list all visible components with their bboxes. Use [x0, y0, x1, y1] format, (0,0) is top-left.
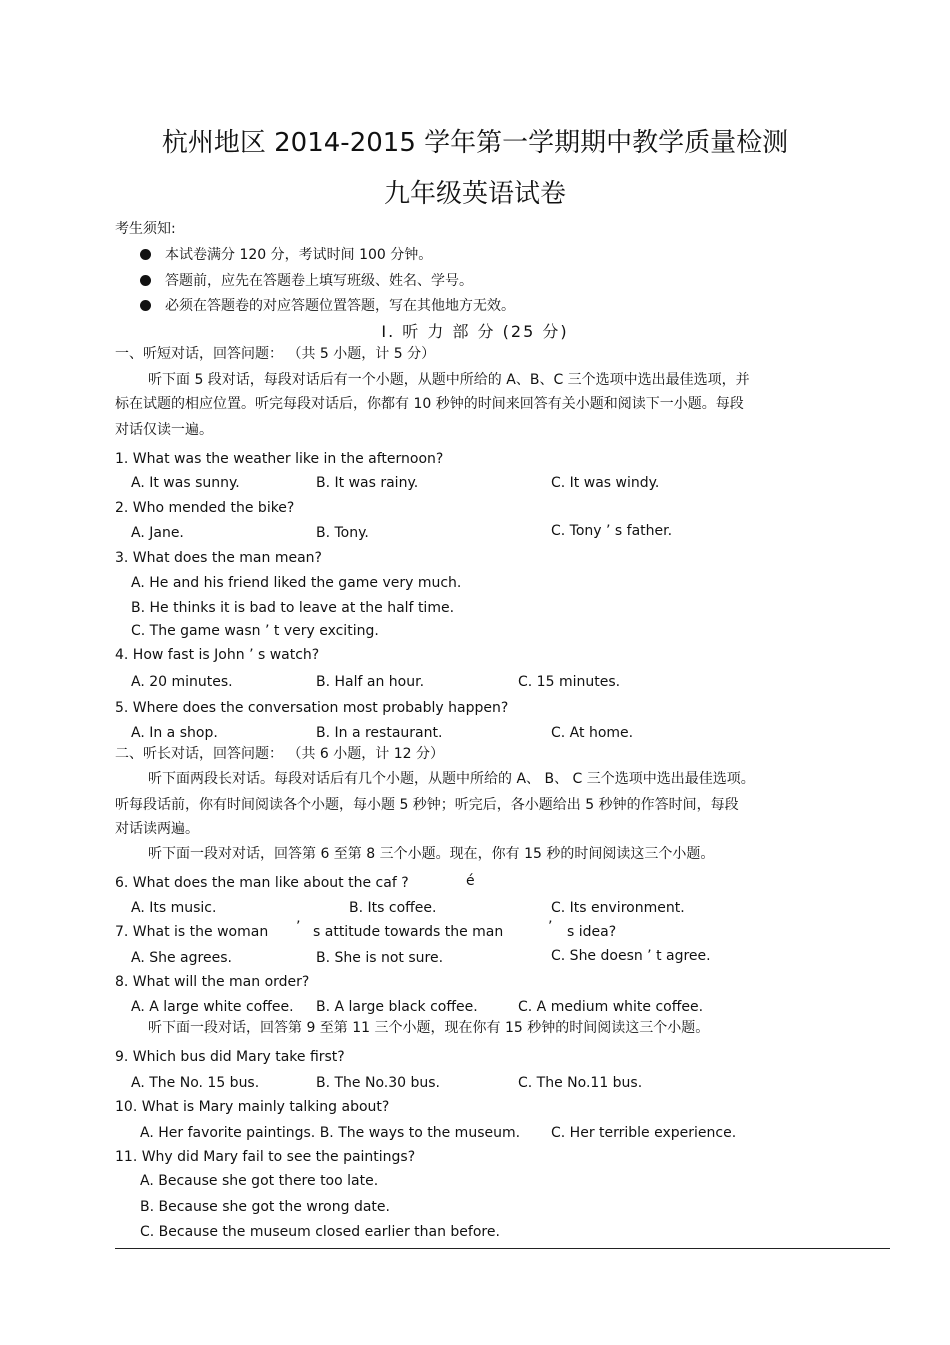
option-b: B. In a restaurant.	[316, 725, 443, 741]
bullet-icon	[140, 249, 151, 260]
instruction-text: 对话仅读一遍。	[115, 422, 213, 438]
option-c: C. Because the museum closed earlier than before.	[140, 1224, 500, 1240]
notice-item: 本试卷满分 120 分，考试时间 100 分钟。	[165, 247, 433, 263]
page-divider	[115, 1248, 890, 1249]
option-b: B. The No.30 bus.	[316, 1075, 441, 1091]
exam-title: 杭州地区 2014-2015 学年第一学期期中教学质量检测	[161, 128, 789, 158]
bullet-icon	[140, 275, 151, 286]
option-b: B. She is not sure.	[316, 950, 444, 966]
option-b: B. A large black coffee.	[316, 999, 478, 1015]
question-stem: s idea?	[567, 924, 617, 940]
bullet-icon	[140, 300, 151, 311]
option-c: C. The game wasn ’ t very exciting.	[131, 623, 379, 639]
part-heading: 二、听长对话，回答问题： （共 6 小题，计 12 分）	[115, 746, 444, 762]
instruction-text: 对话读两遍。	[115, 821, 199, 837]
instruction-text: 标在试题的相应位置。听完每段对话后，你都有 10 秒钟的时间来回答有关小题和阅读下一小题。每段	[115, 396, 744, 412]
question-stem: 7. What is the woman	[115, 924, 269, 940]
option-c: C. 15 minutes.	[518, 674, 621, 690]
question-stem: 6. What does the man like about the caf ?	[115, 875, 409, 891]
question-stem: 8. What will the man order?	[115, 974, 310, 990]
question-stem: 10. What is Mary mainly talking about?	[115, 1099, 390, 1115]
question-stem: 9. Which bus did Mary take first?	[115, 1049, 345, 1065]
accent-mark: é	[466, 873, 475, 889]
option-c: C. Her terrible experience.	[551, 1125, 737, 1141]
option-b: B. It was rainy.	[316, 475, 419, 491]
question-stem: 5. Where does the conversation most probably happen?	[115, 700, 509, 716]
notice-item: 答题前，应先在答题卷上填写班级、姓名、学号。	[165, 273, 473, 289]
section-heading: Ⅰ. 听 力 部 分 (25 分)	[381, 322, 569, 341]
option-a: A. He and his friend liked the game very much.	[131, 575, 462, 591]
question-stem: 4. How fast is John ’ s watch?	[115, 647, 320, 663]
option-c: C. She doesn ’ t agree.	[551, 948, 711, 964]
option-a: A. She agrees.	[131, 950, 232, 966]
option-c: C. A medium white coffee.	[518, 999, 704, 1015]
question-stem: 11. Why did Mary fail to see the paintings?	[115, 1149, 416, 1165]
option-b: B. Its coffee.	[349, 900, 437, 916]
instruction-text: 听每段话前，你有时间阅读各个小题，每小题 5 秒钟；听完后，各小题给出 5 秒钟的作答时间，每段	[115, 797, 739, 813]
apostrophe-mark: ’	[296, 919, 301, 935]
question-stem: s attitude towards the man	[313, 924, 504, 940]
option-c: C. Its environment.	[551, 900, 685, 916]
notice-item: 必须在答题卷的对应答题位置答题，写在其他地方无效。	[165, 298, 515, 314]
option-a: A. Jane.	[131, 525, 184, 541]
exam-subtitle: 九年级英语试卷	[383, 179, 566, 209]
option-a: A. Its music.	[131, 900, 217, 916]
question-stem: 3. What does the man mean?	[115, 550, 322, 566]
option-c: C. The No.11 bus.	[518, 1075, 643, 1091]
option-b: B. Tony.	[316, 525, 369, 541]
instruction-text: 听下面 5 段对话，每段对话后有一个小题，从题中所给的 A、B、C 三个选项中选出最佳选项，并	[148, 372, 750, 388]
option-a: A. Because she got there too late.	[140, 1173, 379, 1189]
option-ab: A. Her favorite paintings. B. The ways to the museum.	[140, 1125, 521, 1141]
option-a: A. 20 minutes.	[131, 674, 233, 690]
notice-heading: 考生须知:	[115, 221, 176, 237]
instruction-text: 听下面一段对话，回答第 9 至第 11 三个小题，现在你有 15 秒钟的时间阅读这三个小题。	[148, 1020, 710, 1036]
question-stem: 2. Who mended the bike?	[115, 500, 295, 516]
option-c: C. At home.	[551, 725, 634, 741]
option-c: C. Tony ’ s father.	[551, 523, 673, 539]
apostrophe-mark: ’	[548, 919, 553, 935]
option-a: A. The No. 15 bus.	[131, 1075, 260, 1091]
option-b: B. He thinks it is bad to leave at the half time.	[131, 600, 455, 616]
option-a: A. It was sunny.	[131, 475, 240, 491]
part-heading: 一、听短对话，回答问题： （共 5 小题，计 5 分）	[115, 346, 436, 362]
option-a: A. A large white coffee.	[131, 999, 294, 1015]
instruction-text: 听下面两段长对话。每段对话后有几个小题，从题中所给的 A、 B、 C 三个选项中选出最佳选项。	[148, 771, 755, 787]
instruction-text: 听下面一段对对话，回答第 6 至第 8 三个小题。现在，你有 15 秒的时间阅读这三个小题。	[148, 846, 715, 862]
option-c: C. It was windy.	[551, 475, 660, 491]
question-stem: 1. What was the weather like in the afternoon?	[115, 451, 444, 467]
option-b: B. Half an hour.	[316, 674, 425, 690]
option-a: A. In a shop.	[131, 725, 218, 741]
option-b: B. Because she got the wrong date.	[140, 1199, 390, 1215]
